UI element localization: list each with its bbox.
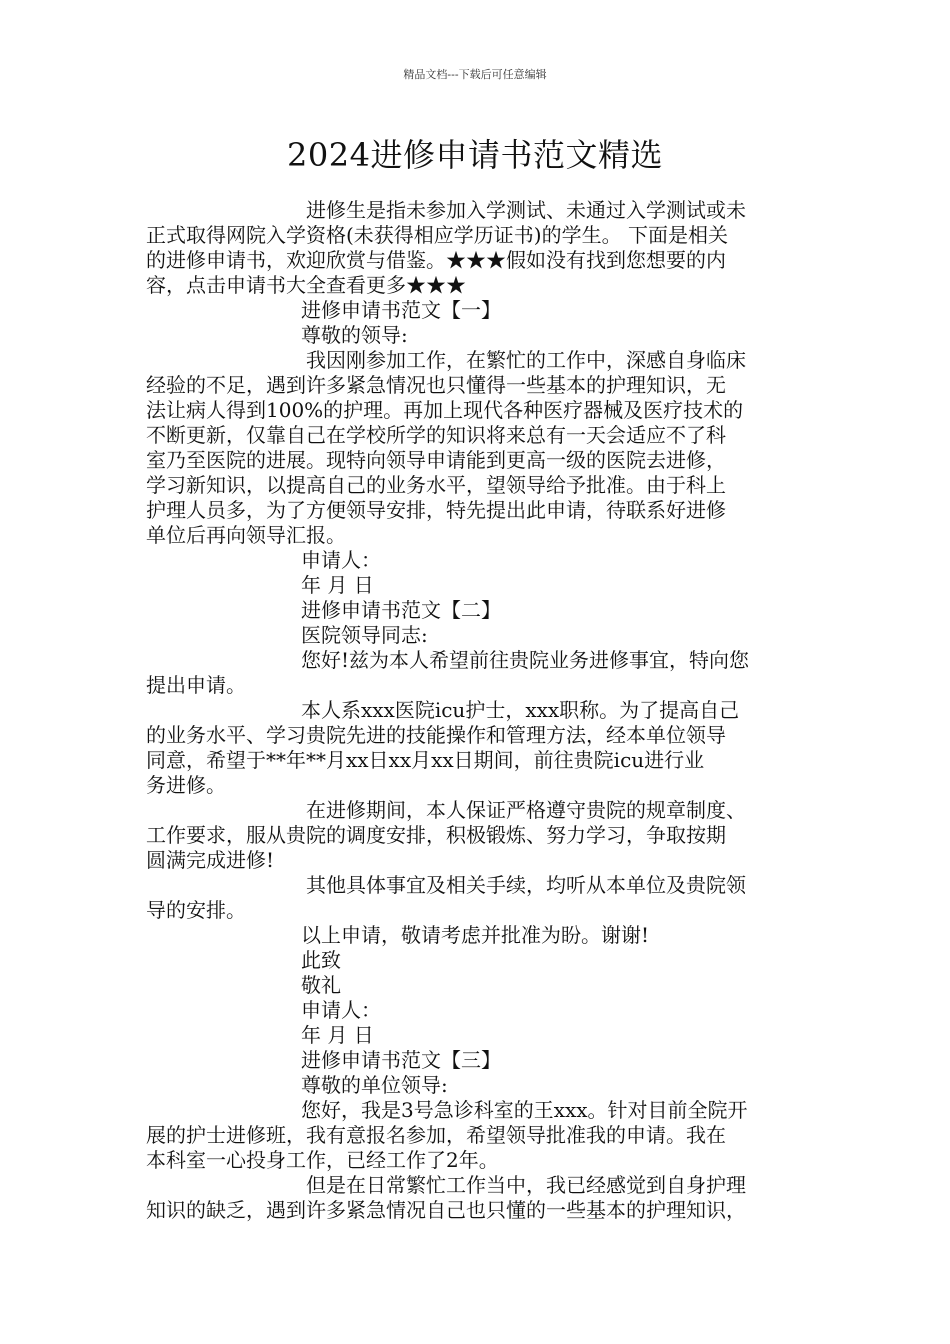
- paragraph-line: 工作要求，服从贵院的调度安排，积极锻炼、努力学习，争取按期: [146, 823, 726, 847]
- paragraph-line: 在进修期间，本人保证严格遵守贵院的规章制度、: [306, 798, 746, 822]
- section-heading: 进修申请书范文【一】: [301, 298, 501, 322]
- paragraph-line: 的进修申请书，欢迎欣赏与借鉴。★★★假如没有找到您想要的内: [146, 248, 726, 272]
- paragraph-line: 提出申请。: [146, 673, 246, 697]
- section-heading: 进修申请书范文【三】: [301, 1048, 501, 1072]
- paragraph-line: 本人系xxx医院icu护士，xxx职称。为了提高自己: [301, 698, 740, 722]
- paragraph-line: 您好，我是3号急诊科室的王xxx。针对目前全院开: [301, 1098, 748, 1122]
- closing-line: 此致: [301, 948, 341, 972]
- date-line: 年 月 日: [301, 573, 374, 597]
- paragraph-line: 不断更新，仅靠自己在学校所学的知识将来总有一天会适应不了科: [146, 423, 726, 447]
- salutation: 尊敬的单位领导:: [301, 1073, 448, 1097]
- paragraph-line: 本科室一心投身工作，已经工作了2年。: [146, 1148, 499, 1172]
- paragraph-line: 但是在日常繁忙工作当中，我已经感觉到自身护理: [306, 1173, 746, 1197]
- paragraph-line: 知识的缺乏，遇到许多紧急情况自己也只懂的一些基本的护理知识，: [146, 1198, 746, 1222]
- closing-line: 敬礼: [301, 973, 341, 997]
- paragraph-line: 法让病人得到100%的护理。再加上现代各种医疗器械及医疗技术的: [146, 398, 744, 422]
- paragraph-line: 您好!兹为本人希望前往贵院业务进修事宜，特向您: [301, 648, 750, 672]
- applicant-label: 申请人：: [301, 548, 381, 572]
- document-body: [146, 198, 810, 1223]
- section-heading: 进修申请书范文【二】: [301, 598, 501, 622]
- paragraph-line: 其他具体事宜及相关手续，均听从本单位及贵院领: [306, 873, 746, 897]
- paragraph-line: 务进修。: [146, 773, 226, 797]
- document-title: 2024进修申请书范文精选: [287, 136, 663, 174]
- paragraph-line: 导的安排。: [146, 898, 246, 922]
- paragraph-line: 以上申请，敬请考虑并批准为盼。谢谢!: [301, 923, 650, 947]
- paragraph-line: 展的护士进修班，我有意报名参加，希望领导批准我的申请。我在: [146, 1123, 726, 1147]
- paragraph-line: 的业务水平、学习贵院先进的技能操作和管理方法，经本单位领导: [146, 723, 726, 747]
- salutation: 尊敬的领导:: [301, 323, 408, 347]
- paragraph-line: 我因刚参加工作，在繁忙的工作中，深感自身临床: [306, 348, 746, 372]
- paragraph-line: 正式取得网院入学资格(未获得相应学历证书)的学生。 下面是相关: [146, 223, 728, 247]
- paragraph-line: 学习新知识，以提高自己的业务水平，望领导给予批准。由于科上: [146, 473, 726, 497]
- paragraph-line: 经验的不足，遇到许多紧急情况也只懂得一些基本的护理知识，无: [146, 373, 726, 397]
- paragraph-line: 护理人员多，为了方便领导安排，特先提出此申请，待联系好进修: [146, 498, 726, 522]
- date-line: 年 月 日: [301, 1023, 374, 1047]
- paragraph-line: 圆满完成进修!: [146, 848, 275, 872]
- paragraph-line: 单位后再向领导汇报。: [146, 523, 346, 547]
- paragraph-line: 室乃至医院的进展。现特向领导申请能到更高一级的医院去进修，: [146, 448, 726, 472]
- page-header: 精品文档---下载后可任意编辑: [403, 68, 547, 81]
- salutation: 医院领导同志:: [301, 623, 428, 647]
- paragraph-line: 容，点击申请书大全查看更多★★★: [146, 273, 466, 297]
- applicant-label: 申请人：: [301, 998, 381, 1022]
- paragraph-line: 同意，希望于**年**月xx日xx月xx日期间，前往贵院icu进行业: [146, 748, 705, 772]
- paragraph-line: 进修生是指未参加入学测试、未通过入学测试或未: [306, 198, 746, 222]
